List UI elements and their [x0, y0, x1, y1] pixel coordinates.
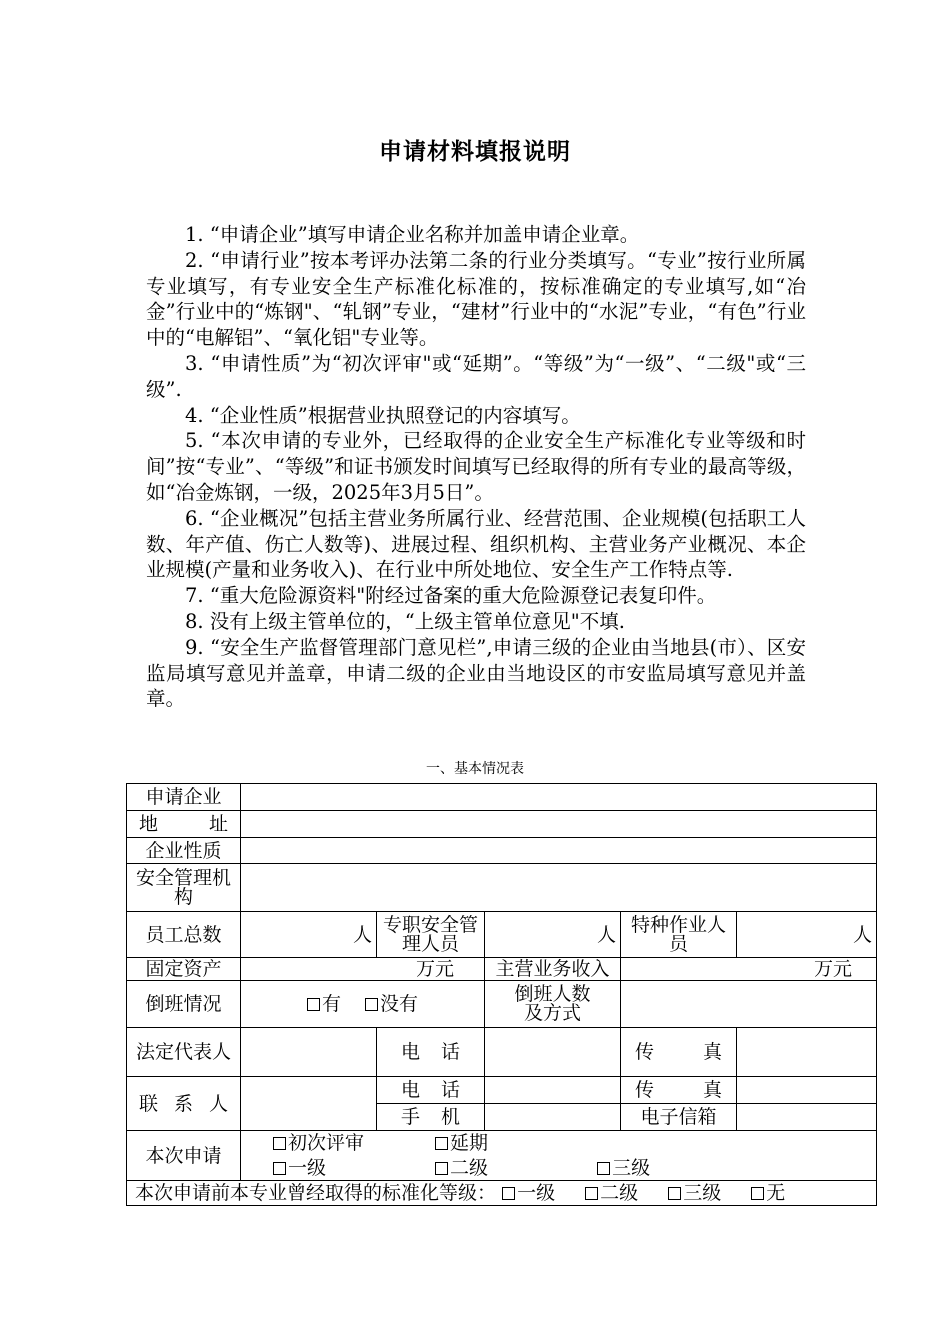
unit-person: 人 [352, 923, 372, 946]
instruction-item: 6. “企业概况”包括主营业务所属行业、经营范围、企业规模(包括职工人数、年产值、伤亡人数等)、进展过程、组织机构、主营业务产业概况、本企业规模(产量和业务收入)、在行业中所处地位、安全生产工作特点等. [146, 506, 806, 582]
level1-option[interactable]: 一级 [273, 1157, 429, 1179]
shift-label: 倒班情况 [127, 981, 241, 1028]
nature-label: 企业性质 [127, 838, 241, 864]
shift-count-input[interactable] [621, 981, 877, 1028]
legal-rep-input[interactable] [241, 1028, 377, 1077]
checkbox-icon [502, 1187, 515, 1200]
prior-level3-option[interactable]: 三级 [668, 1182, 721, 1204]
special-ops-input[interactable] [737, 912, 877, 958]
prior-none-option[interactable]: 无 [751, 1182, 785, 1204]
instruction-item: 4. “企业性质”根据营业执照登记的内容填写。 [185, 403, 581, 427]
level3-option[interactable]: 三级 [597, 1157, 650, 1179]
nature-input[interactable] [241, 838, 877, 864]
instruction-item: 7. “重大危险源资料"附经过备案的重大危险源登记表复印件。 [185, 584, 717, 608]
shift-count-label: 倒班人数及方式 [485, 981, 621, 1028]
checkbox-icon [273, 1162, 286, 1175]
legal-fax-label: 传真 [621, 1028, 737, 1077]
safety-org-input[interactable] [241, 864, 877, 912]
mobile-input[interactable] [485, 1104, 621, 1131]
legal-phone-label: 电话 [377, 1028, 485, 1077]
prior-level1-option[interactable]: 一级 [502, 1182, 555, 1204]
checkbox-icon [751, 1187, 764, 1200]
contact-fax-input[interactable] [737, 1077, 877, 1104]
extension-option[interactable]: 延期 [435, 1132, 488, 1154]
prior-level-label: 本次申请前本专业曾经取得的标准化等级： [135, 1182, 497, 1204]
instruction-item: 1. “申请企业”填写申请企业名称并加盖申请企业章。 [185, 223, 640, 246]
staff-total-input[interactable] [241, 912, 377, 958]
checkbox-icon [668, 1187, 681, 1200]
page-title: 申请材料填报说明 [379, 139, 571, 165]
instructions-list [146, 222, 806, 712]
legal-rep-label: 法定代表人 [127, 1028, 241, 1077]
contact-phone-input[interactable] [485, 1077, 621, 1104]
checkbox-icon [273, 1137, 286, 1150]
safety-staff-label: 专职安全管理人员 [377, 912, 485, 958]
checkbox-icon [597, 1162, 610, 1175]
instruction-item: 5. “本次申请的专业外，已经取得的企业安全生产标准化专业等级和时间”按“专业”、“等级”和证书颁发时间填写已经取得的所有专业的最高等级，如“冶金炼钢，一级，2025年3月5日”。 [146, 429, 806, 504]
table-caption: 一、基本情况表 [426, 761, 524, 777]
basic-info-table [126, 783, 877, 1206]
shift-options [241, 981, 485, 1028]
main-income-input[interactable] [621, 958, 877, 981]
instruction-item: 2. “申请行业”按本考评办法第二条的行业分类填写。“专业”按行业所属专业填写，有专业安全生产标准化标准的，按标准确定的专业填写,如“冶金”行业中的“炼钢"、“轧钢”专业，“建材”行业中的“水泥”专业，“有色”行业中的“电解铝”、“氧化铝"专业等。 [146, 248, 806, 350]
mobile-label: 手机 [377, 1104, 485, 1131]
contact-label: 联系人 [127, 1077, 241, 1131]
special-ops-label: 特种作业人员 [621, 912, 737, 958]
unit-wan: 万元 [814, 958, 853, 980]
address-input[interactable] [241, 811, 877, 838]
unit-wan: 万元 [415, 958, 454, 980]
prior-level-row [127, 1181, 877, 1206]
fixed-assets-label: 固定资产 [127, 958, 241, 981]
application-level-options [241, 1156, 877, 1181]
application-type-options [241, 1131, 877, 1156]
checkbox-icon [435, 1162, 448, 1175]
contact-phone-label: 电话 [377, 1077, 485, 1104]
checkbox-icon [307, 998, 320, 1011]
staff-total-label: 员工总数 [127, 912, 241, 958]
safety-org-label: 安全管理机构 [127, 864, 241, 912]
level2-option[interactable]: 二级 [435, 1157, 591, 1179]
checkbox-icon [585, 1187, 598, 1200]
legal-phone-input[interactable] [485, 1028, 621, 1077]
shift-no-option[interactable]: 没有 [365, 993, 418, 1015]
instruction-item: 3. “申请性质”为“初次评审"或“延期”。“等级”为“一级”、“二级"或“三级”. [146, 351, 806, 401]
prior-level2-option[interactable]: 二级 [585, 1182, 638, 1204]
shift-yes-option[interactable]: 有 [307, 993, 341, 1015]
email-input[interactable] [737, 1104, 877, 1131]
main-income-label: 主营业务收入 [485, 958, 621, 981]
checkbox-icon [435, 1137, 448, 1150]
legal-fax-input[interactable] [737, 1028, 877, 1077]
fixed-assets-input[interactable] [241, 958, 485, 981]
applicant-input[interactable] [241, 784, 877, 811]
contact-fax-label: 传真 [621, 1077, 737, 1104]
initial-review-option[interactable]: 初次评审 [273, 1132, 429, 1154]
contact-input[interactable] [241, 1077, 377, 1131]
this-application-label: 本次申请 [127, 1131, 241, 1181]
safety-staff-input[interactable] [485, 912, 621, 958]
instruction-item: 8. 没有上级主管单位的，“上级主管单位意见"不填. [185, 609, 625, 633]
address-label: 地址 [127, 811, 241, 838]
checkbox-icon [365, 998, 378, 1011]
unit-person: 人 [853, 923, 873, 946]
unit-person: 人 [596, 923, 616, 946]
applicant-label: 申请企业 [127, 784, 241, 811]
instruction-item: 9. “安全生产监督管理部门意见栏”,申请三级的企业由当地县(市）、区安监局填写意见并盖章，申请二级的企业由当地设区的市安监局填写意见并盖章。 [146, 635, 806, 711]
email-label: 电子信箱 [621, 1104, 737, 1131]
